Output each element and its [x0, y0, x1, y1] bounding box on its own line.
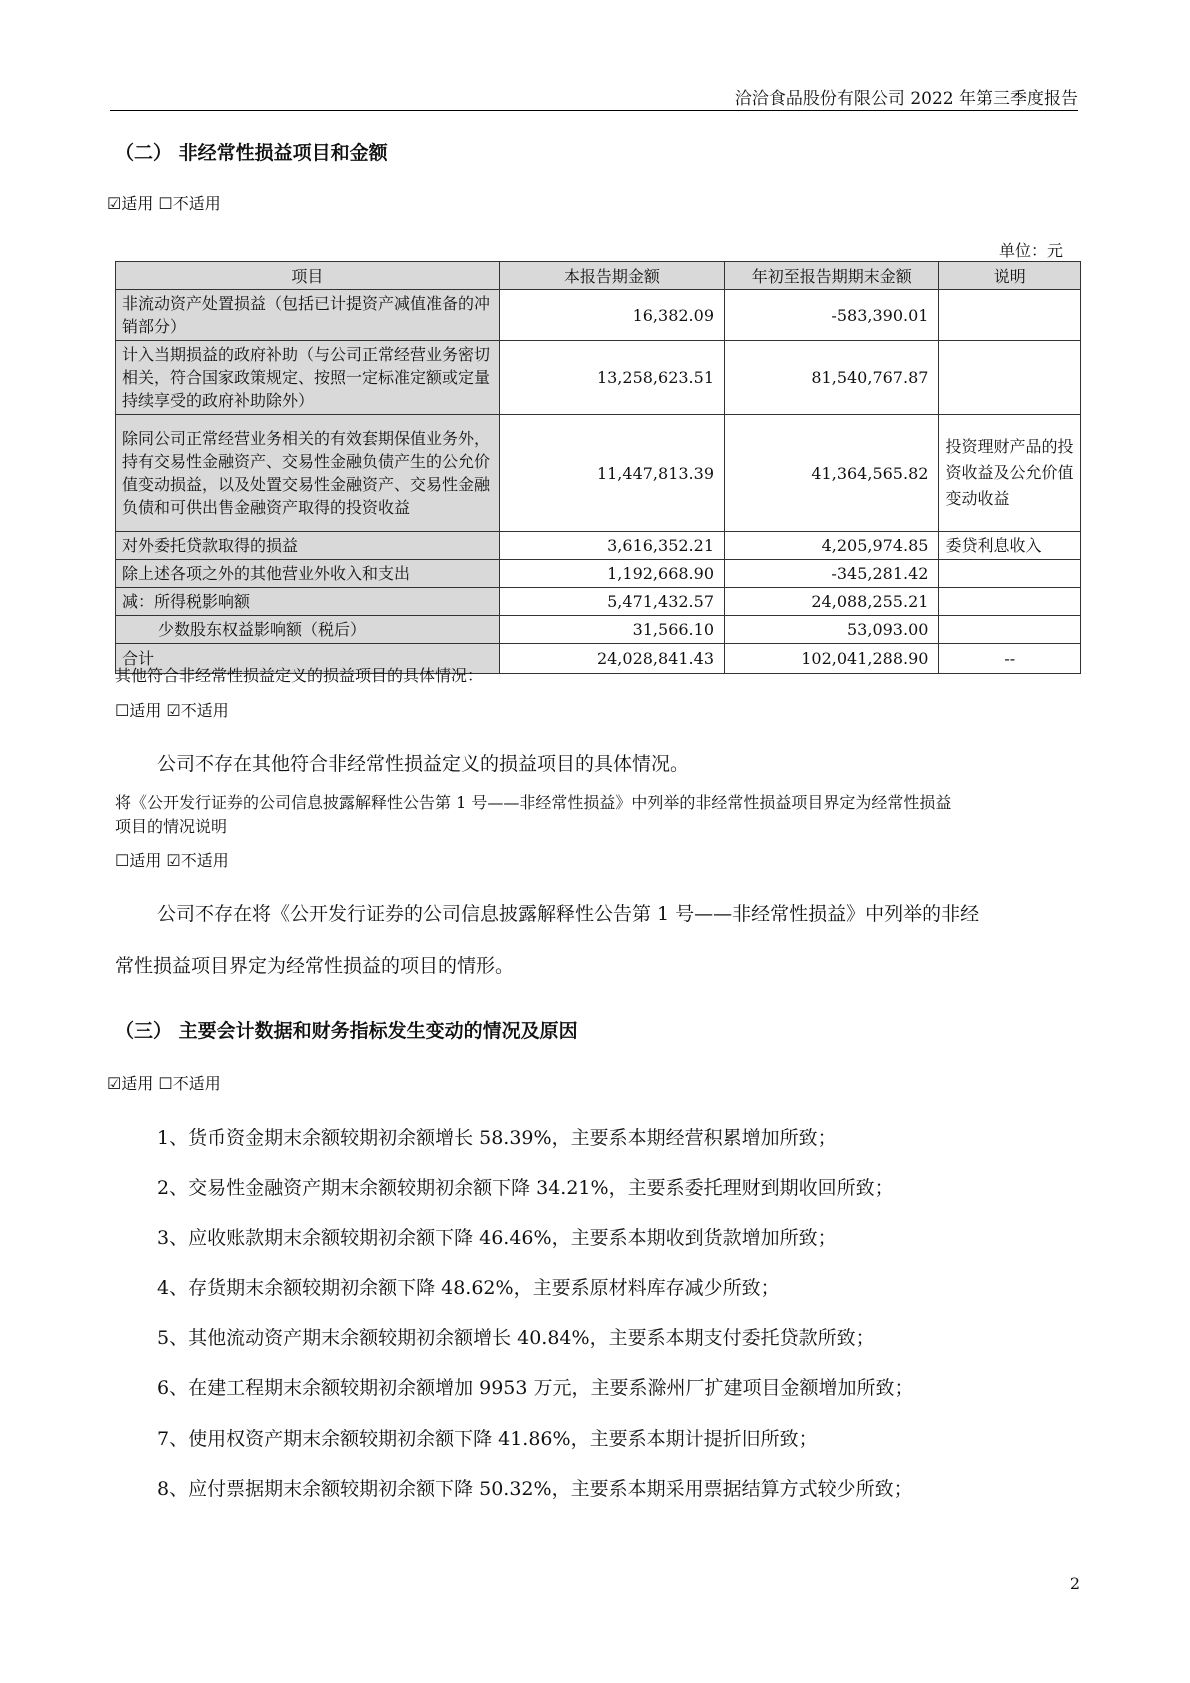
- row-note: 投资理财产品的投资收益及公允价值变动收益: [939, 415, 1081, 532]
- other-items-applicability: ☐适用 ☑不适用: [115, 701, 229, 720]
- row-ytd: -345,281.42: [725, 560, 939, 588]
- row-note: [939, 290, 1081, 341]
- definition-applicability: ☐适用 ☑不适用: [115, 851, 229, 870]
- row-ytd: 81,540,767.87: [725, 341, 939, 415]
- row-note: [939, 616, 1081, 644]
- row-note: 委贷利息收入: [939, 532, 1081, 560]
- row-current: 1,192,668.90: [499, 560, 724, 588]
- table-row: [116, 341, 1081, 415]
- definition-statement-line2: 常性损益项目界定为经常性损益的项目的情形。: [115, 955, 515, 977]
- row-ytd: -583,390.01: [725, 290, 939, 341]
- list-item: 4、存货期末余额较期初余额下降 48.62%，主要系原材料库存减少所致；: [157, 1277, 780, 1299]
- row-current: 16,382.09: [499, 290, 724, 341]
- column-header: 年初至报告期期末金额: [725, 262, 939, 290]
- row-note: [939, 588, 1081, 616]
- row-ytd: 24,088,255.21: [725, 588, 939, 616]
- row-current: 13,258,623.51: [499, 341, 724, 415]
- section-2-heading: （二） 非经常性损益项目和金额: [115, 142, 388, 164]
- row-current: 24,028,841.43: [499, 644, 724, 674]
- column-header: 本报告期金额: [499, 262, 724, 290]
- header-divider: [110, 110, 1078, 111]
- row-current: 3,616,352.21: [499, 532, 724, 560]
- table-row: [116, 588, 1081, 616]
- list-item: 1、货币资金期末余额较期初余额增长 58.39%，主要系本期经营积累增加所致；: [157, 1127, 837, 1149]
- definition-label-line2: 项目的情况说明: [115, 817, 228, 836]
- row-note: [939, 560, 1081, 588]
- row-current: 5,471,432.57: [499, 588, 724, 616]
- other-items-statement: 公司不存在其他符合非经常性损益定义的损益项目的具体情况。: [157, 753, 690, 775]
- document-header: 洽洽食品股份有限公司 2022 年第三季度报告: [734, 89, 1078, 109]
- table-row: [116, 290, 1081, 341]
- row-ytd: 102,041,288.90: [725, 644, 939, 674]
- row-item: 对外委托贷款取得的损益: [116, 532, 500, 560]
- row-ytd: 4,205,974.85: [725, 532, 939, 560]
- table-row: [116, 532, 1081, 560]
- list-item: 3、应收账款期末余额较期初余额下降 46.46%，主要系本期收到货款增加所致；: [157, 1227, 837, 1249]
- section-2-applicability: ☑适用 ☐不适用: [107, 194, 221, 213]
- row-item: 除上述各项之外的其他营业外收入和支出: [116, 560, 500, 588]
- table-row: [116, 616, 1081, 644]
- row-item: 计入当期损益的政府补助（与公司正常经营业务密切相关，符合国家政策规定、按照一定标准定额或定量持续享受的政府补助除外）: [116, 341, 500, 415]
- section-3-heading: （三） 主要会计数据和财务指标发生变动的情况及原因: [115, 1020, 578, 1042]
- row-current: 31,566.10: [499, 616, 724, 644]
- list-item: 8、应付票据期末余额较期初余额下降 50.32%，主要系本期采用票据结算方式较少所致；: [157, 1478, 913, 1500]
- definition-statement-line1: 公司不存在将《公开发行证券的公司信息披露解释性公告第 1 号——非经常性损益》中列举的非经: [157, 903, 980, 925]
- list-item: 2、交易性金融资产期末余额较期初余额下降 34.21%，主要系委托理财到期收回所致；: [157, 1177, 894, 1199]
- row-ytd: 41,364,565.82: [725, 415, 939, 532]
- definition-label-line1: 将《公开发行证券的公司信息披露解释性公告第 1 号——非经常性损益》中列举的非经常性损益项目界定为经常性损益: [115, 793, 952, 812]
- list-item: 5、其他流动资产期末余额较期初余额增长 40.84%，主要系本期支付委托贷款所致；: [157, 1327, 875, 1349]
- row-item: 减：所得税影响额: [116, 588, 500, 616]
- list-item: 6、在建工程期末余额较期初余额增加 9953 万元，主要系滁州厂扩建项目金额增加所致；: [157, 1377, 914, 1399]
- row-item: 少数股东权益影响额（税后）: [116, 616, 500, 644]
- column-header: 项目: [116, 262, 500, 290]
- section-3-applicability: ☑适用 ☐不适用: [107, 1074, 221, 1093]
- list-item: 7、使用权资产期末余额较期初余额下降 41.86%，主要系本期计提折旧所致；: [157, 1428, 818, 1450]
- column-header: 说明: [939, 262, 1081, 290]
- other-items-label: 其他符合非经常性损益定义的损益项目的具体情况：: [115, 666, 484, 685]
- row-current: 11,447,813.39: [499, 415, 724, 532]
- row-item: 非流动资产处置损益（包括已计提资产减值准备的冲销部分）: [116, 290, 500, 341]
- unit-label: 单位：元: [998, 241, 1063, 260]
- table-header-row: [116, 262, 1081, 290]
- row-note: --: [939, 644, 1081, 674]
- non-recurring-gains-table: [115, 261, 1081, 674]
- row-ytd: 53,093.00: [725, 616, 939, 644]
- row-item: 除同公司正常经营业务相关的有效套期保值业务外，持有交易性金融资产、交易性金融负债产生的公允价值变动损益，以及处置交易性金融资产、交易性金融负债和可供出售金融资产取得的投资收益: [116, 415, 500, 532]
- page-number: 2: [1069, 1574, 1080, 1593]
- table-row: [116, 415, 1081, 532]
- table-row: [116, 560, 1081, 588]
- row-item: 合计: [116, 644, 500, 674]
- row-note: [939, 341, 1081, 415]
